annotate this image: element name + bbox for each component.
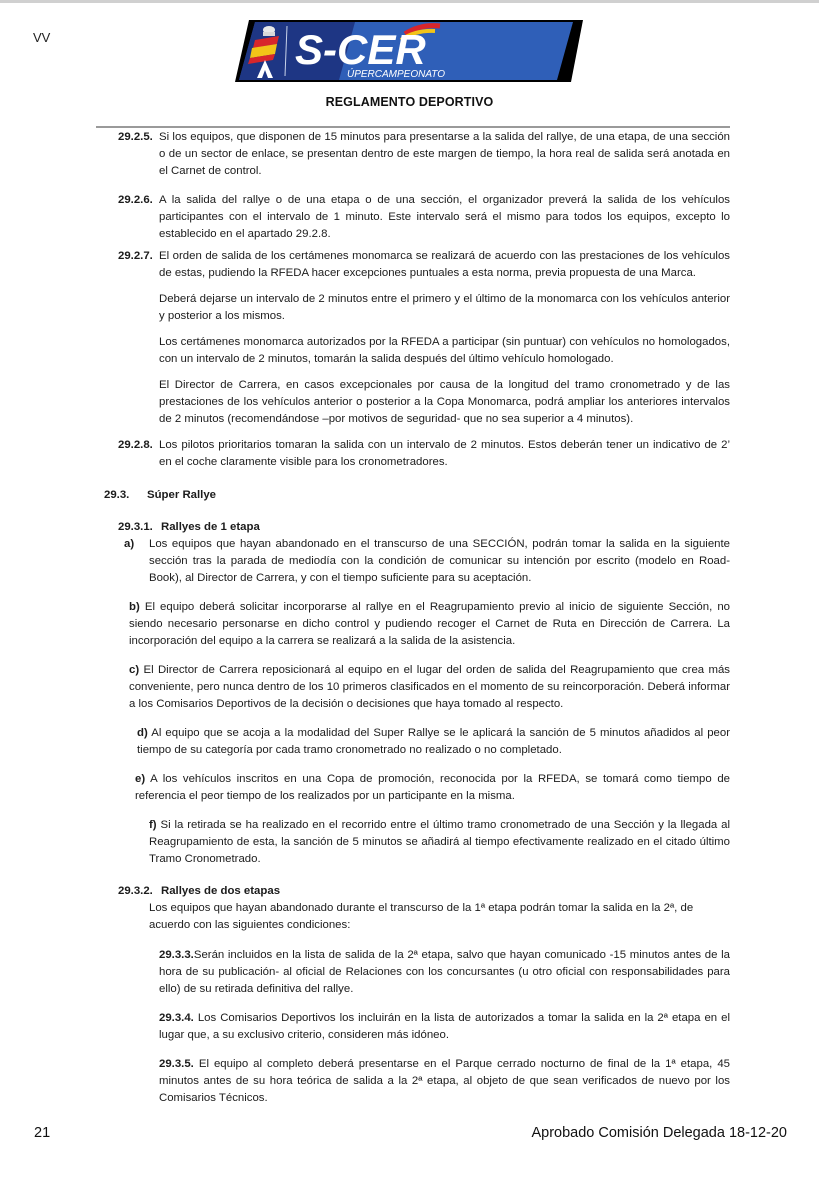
section-29-3-1 [118,519,730,536]
section-number: 29.2.5. [118,131,153,143]
subsection-text: Serán incluidos en la lista de salida de la 2ª etapa, salvo que hayan comunicado -15 minutos antes de la hora de su publicación- al oficial de Relaciones con los concursantes (u otro oficial con responsabilidades para ello) de su retirada definitiva del rallye. [159,949,730,995]
page-footer [0,1125,819,1147]
section-number: 29.2.8. [118,439,153,451]
section-number: 29.3.2. [118,885,153,897]
s-cer-logo [235,20,583,82]
document-title: REGLAMENTO DEPORTIVO [325,95,494,109]
section-text-29-2-7: El orden de salida de los certámenes monomarca se realizará de acuerdo con las prestaciones de los vehículos de estas, pudiendo la RFEDA hacer excepciones puntuales a esta norma, previa propuesta de una Marca. [159,250,730,279]
section-29-3-2 [118,883,730,900]
section-number: 29.3.3. [159,949,194,961]
section-number: 29.3.4. [159,1012,194,1024]
section-number: 29.2.6. [118,194,153,206]
item-label: a) [124,538,135,550]
crown-icon [263,26,275,36]
subsection-29-3-4 [159,1010,730,1044]
logo-sub-text: ÚPERCAMPEONATO [347,69,445,80]
item-text-c: El Director de Carrera reposicionará al equipo en el lugar del orden de salida del Reagrupamiento que crea más conveniente, pero nunca dentro de los 10 primeros clasificados en el momento de su reincorporación. Deberá informar a los Comisarios Deportivos de la decisión o decisiones que haya tomado al respecto. [129,664,730,710]
section-number: 29.3. [104,489,130,501]
corner-mark: VV [33,30,51,45]
item-label: b) [129,601,140,613]
top-border [0,0,819,3]
page-number: 21 [34,1125,51,1141]
header-divider [96,126,730,128]
section-29-2-8 [118,437,730,471]
item-text-d: Al equipo que se acoja a la modalidad del Super Rallye se le aplicará la sanción de 5 minutos añadidos al peor tiempo de su categoría por cada tramo cronometrado no realizado o no completado. [137,727,731,756]
item-label: d) [137,727,148,739]
item-label: c) [129,664,140,676]
item-e [135,771,730,805]
item-text-f: Si la retirada se ha realizado en el recorrido entre el último tramo cronometrado de una Sección y la llegada al Reagrupamiento de esta, la sanción de 5 minutos se añadirá al tiempo efectivamente realizado en el citado último Tramo Cronometrado. [149,819,730,865]
section-text-29-2-6: A la salida del rallye o de una etapa o de una sección, el organizador preverá la salida de los vehículos participantes con el intervalo de 1 minuto. Este intervalo será el mismo para todos los equipos, excepto lo establecido en el apartado 29.2.8. [159,194,730,240]
section-29-2-7 [118,248,730,282]
item-d [137,725,730,759]
approval-note: Aprobado Comisión Delegada 18-12-20 [531,1125,787,1141]
subsection-text: Los Comisarios Deportivos los incluirán en la lista de autorizados a tomar la salida en la 2ª etapa en el lugar que, a su exclusivo criterio, consideren más idóneo. [159,1012,730,1041]
section-29-2-5 [118,129,730,180]
item-text-e: A los vehículos inscritos en una Copa de promoción, reconocida por la RFEDA, se tomará como tiempo de referencia el peor tiempo de los realizados por un participante en la misma. [135,773,730,802]
section-number: 29.3.5. [159,1058,194,1070]
item-text-a: Los equipos que hayan abandonado en el transcurso de una SECCIÓN, podrán tomar la salida en la siguiente sección tras la parada de mediodía con la condición de comunicar su intención por escrito (modelo en Road-Book), al Director de Carrera, y con el tiempo suficiente para su aceptación. [149,538,730,584]
section-number: 29.3.1. [118,521,153,533]
section-paragraph: El Director de Carrera, en casos excepcionales por causa de la longitud del tramo cronometrado y de las prestaciones de los vehículos anterior o posterior a la Copa Monomarca, podrá ampliar los anteriores intervalos de 2 minutos (recomendándose –por motivos de seguridad- que no sea superior a 4 minutos). [159,379,730,425]
item-b [129,599,730,650]
section-29-2-6 [118,192,730,243]
section-text-29-2-5: Si los equipos, que disponen de 15 minutos para presentarse a la salida del rallye, de una etapa, de una sección o de un sector de enlace, se presentan dentro de este margen de tiempo, la hora real de salida será anotada en el Carnet de control. [159,131,730,177]
item-text-b: El equipo deberá solicitar incorporarse al rallye en el Reagrupamiento previo al inicio de siguiente Sección, no siendo necesario personarse en dicho control y pudiendo recoger el Carnet de Ruta en Dirección de Carrera. La incorporación del equipo a la carrera se realizará a la salida de la asistencia. [129,601,730,647]
section-number: 29.2.7. [118,250,153,262]
subsection-29-3-5 [159,1056,730,1107]
section-heading: Rallyes de dos etapas [161,885,281,897]
subsection-29-3-3 [159,947,730,998]
section-heading: Rallyes de 1 etapa [161,521,260,533]
section-heading: Súper Rallye [147,489,217,501]
subsection-text: El equipo al completo deberá presentarse en el Parque cerrado nocturno de final de la 1ª etapa, 45 minutos antes de su hora teórica de salida a la 2ª etapa, al objeto de que sean verificados de nuevo por los Comisarios Técnicos. [159,1058,730,1104]
item-f [149,817,730,868]
item-a [124,536,730,587]
section-paragraph: Los equipos que hayan abandonado durante el transcurso de la 1ª etapa podrán tomar la salida en la 2ª, de acuerdo con las siguientes condiciones: [149,902,694,931]
item-c [129,662,730,713]
document-body [0,129,819,1107]
section-paragraph: Los certámenes monomarca autorizados por la RFEDA a participar (sin puntuar) con vehículos no homologados, con un intervalo de 2 minutos, tomarán la salida después del último vehículo homologado. [159,336,730,365]
section-paragraph: Deberá dejarse un intervalo de 2 minutos entre el primero y el último de la monomarca con los vehículos anterior y posterior a los mismos. [159,293,730,322]
section-text-29-2-8: Los pilotos prioritarios tomaran la salida con un intervalo de 2 minutos. Estos deberán tener un indicativo de 2’ en el coche claramente visible para los cronometradores. [159,439,730,468]
item-label: e) [135,773,146,785]
section-29-3 [104,487,730,504]
item-label: f) [149,819,157,831]
logo-main-text: S-CER [295,26,426,73]
